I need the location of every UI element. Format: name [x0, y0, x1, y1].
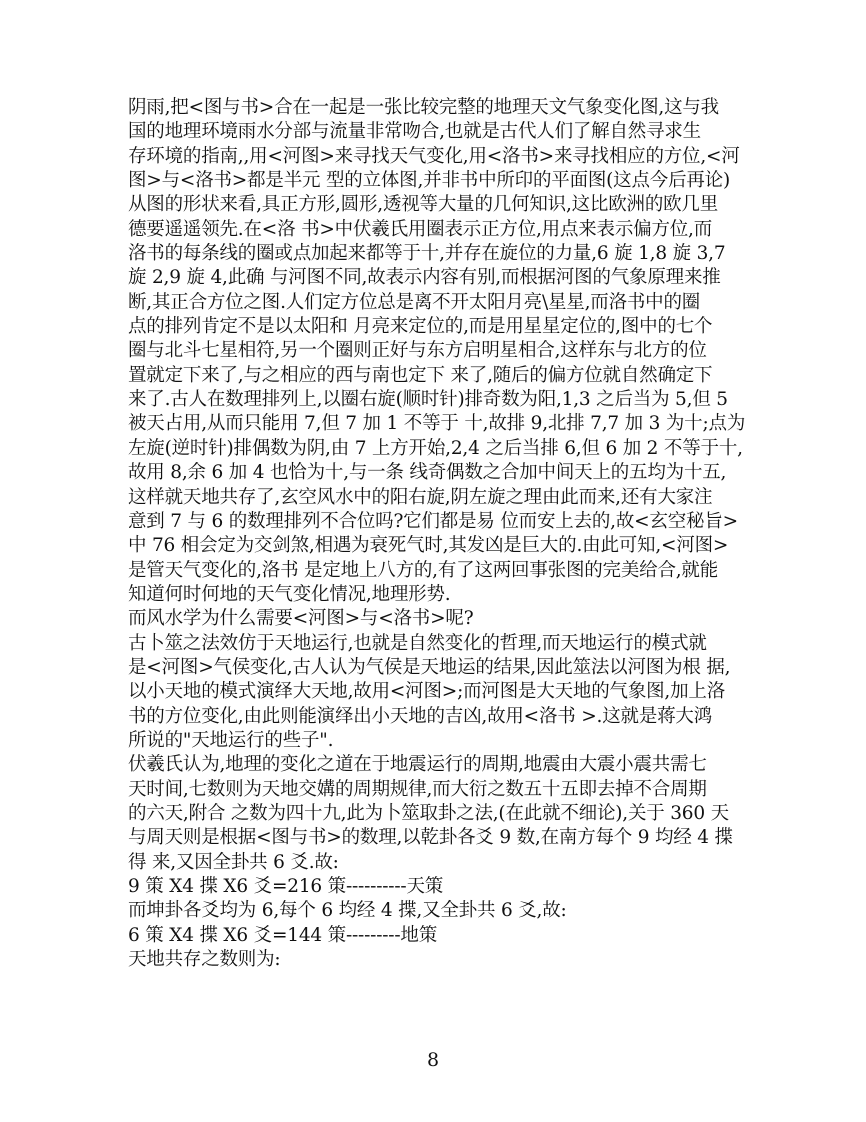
text-line: 图>与<洛书>都是半元 型的立体图,并非书中所印的平面图(这点今后再论): [128, 170, 731, 192]
text-line: 的六天,附合 之数为四十九,此为卜筮取卦之法,(在此就不细论),关于 360 天: [128, 802, 729, 824]
text-line: 被天占用,从而只能用 7,但 7 加 1 不等于 十,故排 9,北排 7,7 加 3 为十;点为: [128, 413, 746, 435]
text-line: 点的排列肯定不是以太阳和 月亮来定位的,而是用星星定位的,图中的七个: [128, 316, 713, 338]
text-line: 得 来,又因全卦共 6 爻.故:: [128, 851, 339, 873]
text-line: 而坤卦各爻均为 6,每个 6 均经 4 揲,又全卦共 6 爻,故:: [128, 900, 567, 922]
text-line: 与周天则是根据<图与书>的数理,以乾卦各爻 9 数,在南方每个 9 均经 4 揲: [128, 827, 733, 849]
text-line: 以小天地的模式演绎大天地,故用<河图>;而河图是大天地的气象图,加上洛: [128, 681, 725, 703]
text-line: 天时间,七数则为天地交媾的周期规律,而大衍之数五十五即去掉不合周期: [128, 778, 707, 800]
text-line: 圈与北斗七星相符,另一个圈则正好与东方启明星相合,这样东与北方的位: [128, 340, 707, 362]
text-line: 左旋(逆时针)排偶数为阴,由 7 上方开始,2,4 之后当排 6,但 6 加 2 不等于十,: [128, 437, 743, 459]
text-line: 而风水学为什么需要<河图>与<洛书>呢?: [128, 608, 474, 630]
text-line: 是管天气变化的,洛书 是定地上八方的,有了这两回事张图的完美给合,就能: [128, 559, 719, 581]
text-line: 从图的形状来看,具正方形,圆形,透视等大量的几何知识,这比欧洲的欧几里: [128, 194, 719, 216]
text-line: 所说的"天地运行的些子".: [128, 729, 334, 751]
text-line: 存环境的指南,,用<河图>来寻找天气变化,用<洛书>来寻找相应的方位,<河: [128, 145, 740, 167]
document-body: [128, 96, 760, 972]
text-line: 是<河图>气侯变化,古人认为气侯是天地运的结果,因此筮法以河图为根 据,: [128, 656, 731, 678]
text-line: 国的地理环境雨水分部与流量非常吻合,也就是古代人们了解自然寻求生: [128, 121, 701, 143]
text-line: 中 76 相会定为交剑煞,相遇为衰死气时,其发凶是巨大的.由此可知,<河图>: [128, 535, 729, 557]
text-line: 知道何时何地的天气变化情况,地理形势.: [128, 583, 451, 605]
text-line: 天地共存之数则为:: [128, 949, 281, 971]
text-line: 洛书的每条线的圈或点加起来都等于十,并存在旋位的力量,6 旋 1,8 旋 3,7: [128, 243, 726, 265]
text-line: 伏羲氏认为,地理的变化之道在于地震运行的周期,地震由大震小震共需七: [128, 754, 707, 776]
text-line: 德要遥遥领先.在<洛 书>中伏羲氏用圈表示正方位,用点来表示偏方位,而: [128, 218, 713, 240]
text-line: 9 策 X4 揲 X6 爻=216 策----------天策: [128, 876, 444, 897]
text-line: 意到 7 与 6 的数理排列不合位吗?它们都是易 位而安上去的,故<玄空秘旨>: [128, 510, 738, 532]
text-line: 来了.古人在数理排列上,以圈右旋(顺时针)排奇数为阳,1,3 之后当为 5,但 5: [128, 389, 728, 411]
text-line: 阴雨,把<图与书>合在一起是一张比较完整的地理天文气象变化图,这与我: [128, 97, 719, 118]
text-line: 古卜筮之法效仿于天地运行,也就是自然变化的哲理,而天地运行的模式就: [128, 632, 707, 654]
text-line: 这样就天地共存了,玄空风水中的阳右旋,阴左旋之理由此而来,还有大家注: [128, 486, 713, 508]
text-line: 断,其正合方位之图.人们定方位总是离不开太阳月亮\星星,而洛书中的圈: [128, 291, 701, 313]
text-line: 6 策 X4 揲 X6 爻=144 策---------地策: [128, 924, 438, 946]
text-line: 置就定下来了,与之相应的西与南也定下 来了,随后的偏方位就自然确定下: [128, 364, 713, 386]
text-line: 旋 2,9 旋 4,此确 与河图不同,故表示内容有别,而根据河图的气象原理来推: [128, 267, 721, 289]
text-line: 书的方位变化,由此则能演绎出小天地的吉凶,故用<洛书 >.这就是蒋大鸿: [128, 705, 713, 727]
text-line: 故用 8,余 6 加 4 也恰为十,与一条 线奇偶数之合加中间天上的五均为十五,: [128, 462, 727, 484]
page-number: 8: [426, 1049, 440, 1071]
